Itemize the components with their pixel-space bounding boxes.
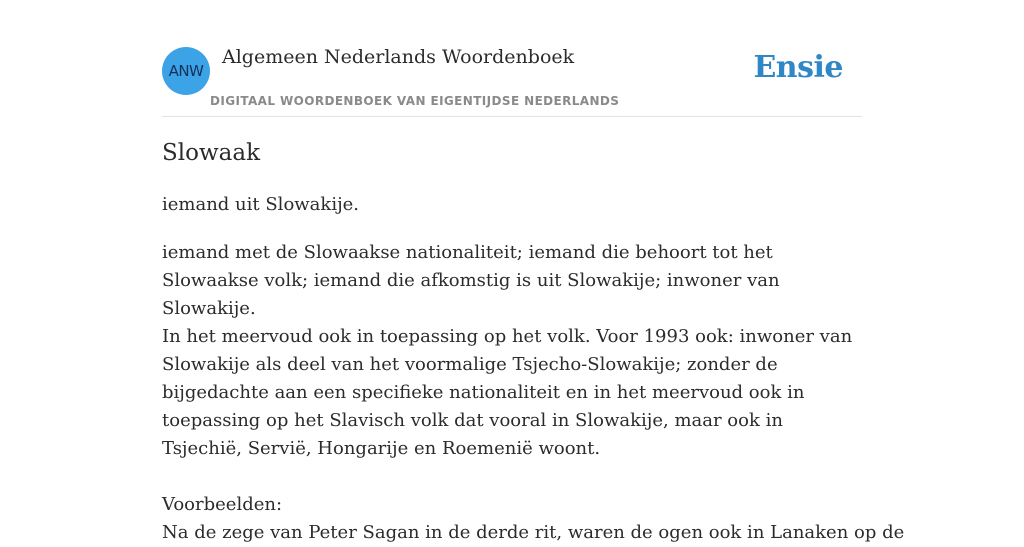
- definition-paragraph-1: iemand met de Slowaakse nationaliteit; iemand die behoort tot het Slowaakse volk; iemand die afkomstig is uit Slowakije; inwoner van Slowakije.: [162, 242, 780, 319]
- definition-paragraph-2: In het meervoud ook in toepassing op het volk. Voor 1993 ook: inwoner van Slowakije als deel van het voormalige Tsjecho-Slowakije; zonder de bijgedachte aan een specifieke nationaliteit en in het meervoud ook in toepassing op het Slavisch volk dat vooral in Slowakije, maar ook in Tsjechië, Servië, Hongarije en Roemenië woont.: [162, 326, 853, 459]
- short-definition: iemand uit Slowakije.: [162, 194, 360, 215]
- site-header: [162, 0, 862, 117]
- ensie-brand-link[interactable]: Ensie: [753, 50, 843, 85]
- anw-logo[interactable]: [162, 47, 210, 95]
- paragraph-spacer: [162, 463, 862, 491]
- long-definition: [162, 239, 905, 547]
- site-subtitle: DIGITAAL WOORDENBOEK VAN EIGENTIJDSE NEDERLANDS: [210, 94, 620, 108]
- example-1: Na de zege van Peter Sagan in de derde rit, waren de ogen ook in Lanaken op de: [162, 522, 905, 543]
- logo-text: ANW: [168, 62, 204, 80]
- entry-word: Slowaak: [162, 140, 261, 166]
- examples-heading: Voorbeelden:: [162, 494, 283, 515]
- site-title[interactable]: Algemeen Nederlands Woordenboek: [222, 46, 575, 68]
- page-container: [162, 0, 905, 543]
